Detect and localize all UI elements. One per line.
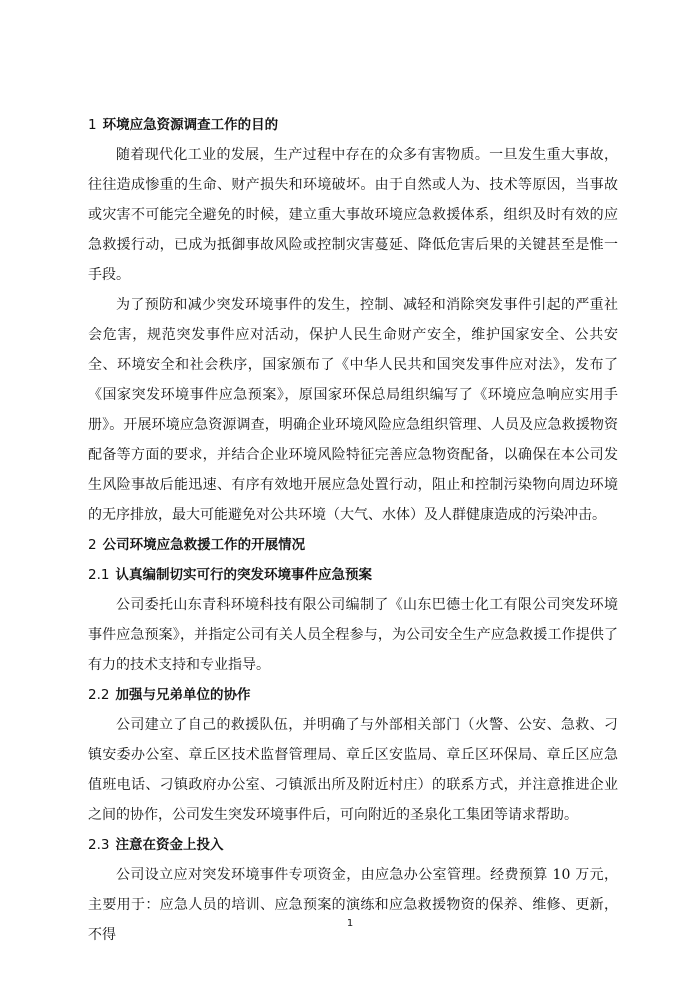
section-title: 认真编制切实可行的突发环境事件应急预案 (115, 567, 372, 583)
paragraph: 随着现代化工业的发展，生产过程中存在的众多有害物质。一旦发生重大事故，往往造成惨重的生命、财产损失和环境破坏。由于自然或人为、技术等原因，当事故或灾害不可能完全避免的时候，建立重大事故环境应急救援体系，组织及时有效的应急救援行动，已成为抵御事故风险或控制灾害蔓延、降低危害后果的关键甚至是惟一手段。 (88, 147, 618, 283)
section-title: 公司环境应急救援工作的开展情况 (102, 537, 306, 553)
section-heading-2 (88, 530, 618, 560)
section-number: 2 (88, 537, 97, 553)
section-number: 2.1 (88, 567, 110, 583)
section-heading-1 (88, 110, 618, 140)
paragraph: 公司委托山东青科环境科技有限公司编制了《山东巴德士化工有限公司突发环境事件应急预案》，并指定公司有关人员全程参与，为公司安全生产应急救援工作提供了有力的技术支持和专业指导。 (88, 597, 618, 673)
section-title: 环境应急资源调查工作的目的 (102, 117, 279, 133)
section-title: 注意在资金上投入 (115, 837, 224, 853)
section-title: 加强与兄弟单位的协作 (115, 687, 251, 703)
section-heading-2-1 (88, 560, 618, 590)
document-body (88, 110, 618, 950)
paragraph: 为了预防和减少突发环境事件的发生，控制、减轻和消除突发事件引起的严重社会危害，规范突发事件应对活动，保护人民生命财产安全，维护国家安全、公共安全、环境安全和社会秩序，国家颁布了《中华人民共和国突发事件应对法》，发布了《国家突发环境事件应急预案》，原国家环保总局组织编写了《环境应急响应实用手册》。开展环境应急资源调查，明确企业环境风险应急组织管理、人员及应急救援物资配备等方面的要求，并结合企业环境风险特征完善应急物资配备，以确保在本公司发生风险事故后能迅速、有序有效地开展应急处置行动，阻止和控制污染物向周边环境的无序排放，最大可能避免对公共环境（大气、水体）及人群健康造成的污染冲击。 (88, 297, 618, 523)
section-number: 1 (88, 117, 97, 133)
page-number: 1 (346, 918, 354, 929)
paragraph: 公司建立了自己的救援队伍，并明确了与外部相关部门（火警、公安、急救、刁镇安委办公室、章丘区技术监督管理局、章丘区安监局、章丘区环保局、章丘区应急值班电话、刁镇政府办公室、刁镇派出所及附近村庄）的联系方式，并注意推进企业之间的协作，公司发生突发环境事件后，可向附近的圣泉化工集团等请求帮助。 (88, 717, 618, 823)
section-number: 2.2 (88, 687, 110, 703)
section-heading-2-3 (88, 830, 618, 860)
paragraph: 公司设立应对突发环境事件专项资金，由应急办公室管理。经费预算 10 万元，主要用于：应急人员的培训、应急预案的演练和应急救援物资的保养、维修、更新，不得 (88, 867, 618, 943)
section-heading-2-2 (88, 680, 618, 710)
section-number: 2.3 (88, 837, 110, 853)
